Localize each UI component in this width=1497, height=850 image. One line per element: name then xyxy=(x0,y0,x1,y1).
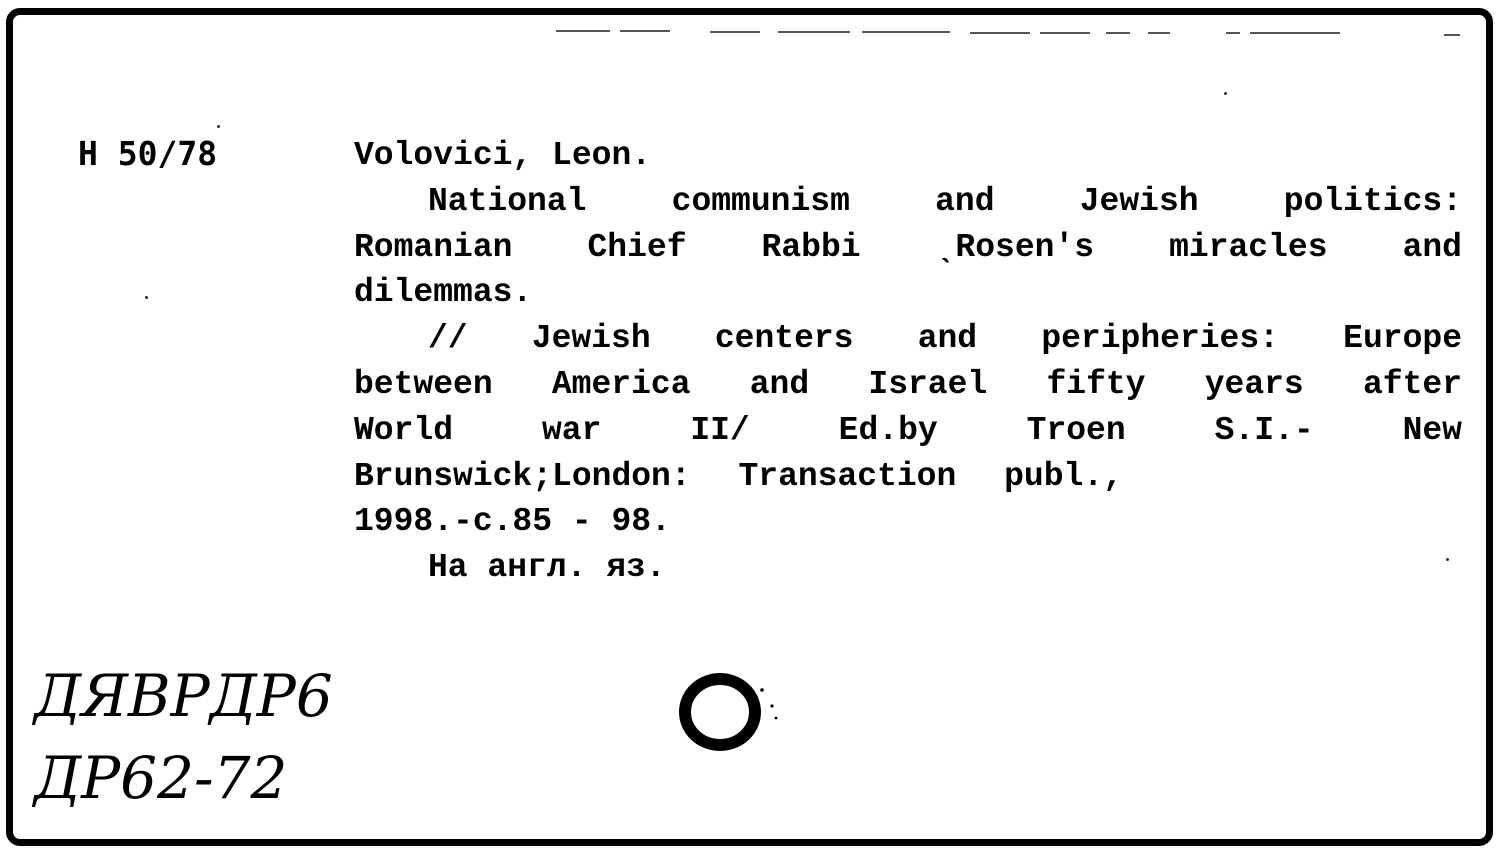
handwritten-code-2: ДР62-72 xyxy=(34,744,288,812)
title-line-3: dilemmas. xyxy=(354,274,533,312)
bibliographic-entry xyxy=(354,133,1462,591)
source-line-4: Brunswick;London: Transaction publ., xyxy=(354,457,1123,495)
punch-hole-icon xyxy=(672,664,784,760)
top-dashed-line xyxy=(550,25,1470,39)
title-line-1: National communism and Jewish politics: xyxy=(428,182,1462,220)
source-line-5: 1998.-c.85 - 98. xyxy=(354,503,671,541)
source-line-1: // Jewish centers and peripheries: Europe xyxy=(428,320,1462,358)
title-line-2: Romanian Chief Rabbi ˎRosen's miracles and xyxy=(354,228,1462,266)
dust-speck xyxy=(145,296,148,299)
handwritten-code-signature xyxy=(30,652,350,822)
dust-speck xyxy=(1224,92,1227,95)
dust-speck xyxy=(217,125,220,128)
author-line: Volovici, Leon. xyxy=(354,137,652,174)
shelf-mark: H 50/78 xyxy=(78,134,218,173)
dust-speck xyxy=(1446,558,1449,561)
language-note: На англ. яз. xyxy=(428,549,666,587)
handwritten-code-1: ДЯВРДР6 xyxy=(34,662,333,730)
source-line-3: World war II/ Ed.by Troen S.I.- New xyxy=(354,411,1462,449)
source-line-2: between America and Israel fifty years after xyxy=(354,365,1462,403)
